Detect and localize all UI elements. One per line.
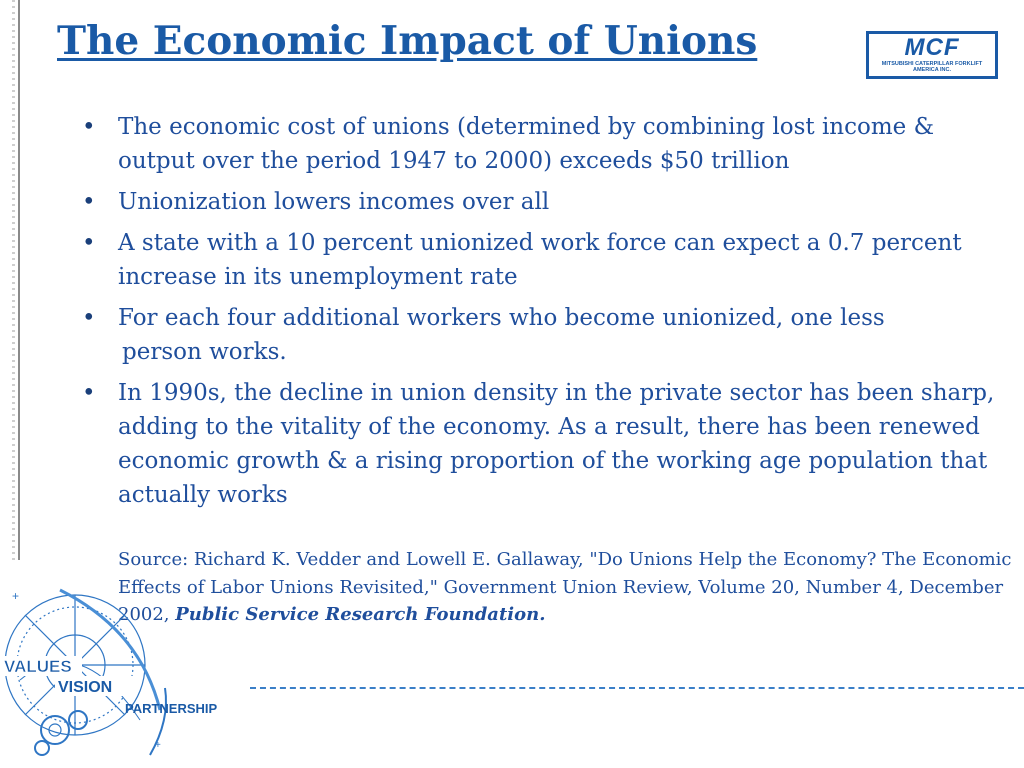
- mcf-logo: [866, 31, 998, 79]
- bullet-text: A state with a 10 percent unionized work force can expect a 0.7 percent increase in its unemployment rate: [118, 230, 962, 290]
- gear-large-hub: [49, 724, 61, 736]
- bullet-item: [76, 301, 1016, 369]
- bullet-text: For each four additional workers who become unionized, one less: [118, 305, 885, 331]
- slide-title: The Economic Impact of Unions: [57, 18, 758, 64]
- bullet-text: In 1990s, the decline in union density in the private sector has been sharp, adding to the vitality of the economy. As a result, there has been renewed economic growth & a rising proportion of the working age population that actually works: [118, 380, 995, 508]
- bullet-dot-icon: •: [82, 114, 96, 140]
- bullet-dot-icon: •: [82, 380, 96, 406]
- bullet-text: Unionization lowers incomes over all: [118, 189, 550, 215]
- bullet-continuation: person works.: [122, 339, 287, 365]
- logo-subtitle: MITSUBISHI CATERPILLAR FORKLIFT AMERICA INC.: [881, 61, 983, 73]
- bullet-item: [76, 376, 1016, 512]
- bullet-item: [76, 110, 1016, 178]
- source-emphasis: Public Service Research Foundation.: [175, 604, 546, 625]
- gear-small-icon: [69, 711, 87, 729]
- bullet-dot-icon: •: [82, 230, 96, 256]
- bullet-list: [76, 110, 1016, 519]
- bullet-dot-icon: •: [82, 305, 96, 331]
- gear-tiny-icon: [35, 741, 49, 755]
- bullet-item: [76, 226, 1016, 294]
- values-word: VALUES: [4, 657, 72, 676]
- partnership-word: PARTNERSHIP: [125, 701, 218, 716]
- logo-mark: MCF: [904, 34, 960, 61]
- values-vision-partnership-emblem: [0, 570, 270, 768]
- vision-word: VISION: [58, 679, 113, 696]
- plus-mark-icon: +: [155, 740, 161, 751]
- bullet-text: The economic cost of unions (determined by combining lost income & output over the period 1947 to 2000) exceeds $50 trillion: [118, 114, 935, 174]
- plus-mark-icon: +: [12, 589, 20, 603]
- bullet-item: [76, 185, 1016, 219]
- left-vertical-rule: [8, 0, 20, 560]
- bottom-dashed-rule: [250, 687, 1024, 689]
- bullet-dot-icon: •: [82, 189, 96, 215]
- source-text: Source: Richard K. Vedder and Lowell E. Gallaway, "Do Unions Help the Economy? The Economic Effects of Labor Unions Revisited," Government Union Review, Volume 20, Number 4, December 2002,: [118, 549, 1012, 625]
- gear-large-icon: [41, 716, 69, 744]
